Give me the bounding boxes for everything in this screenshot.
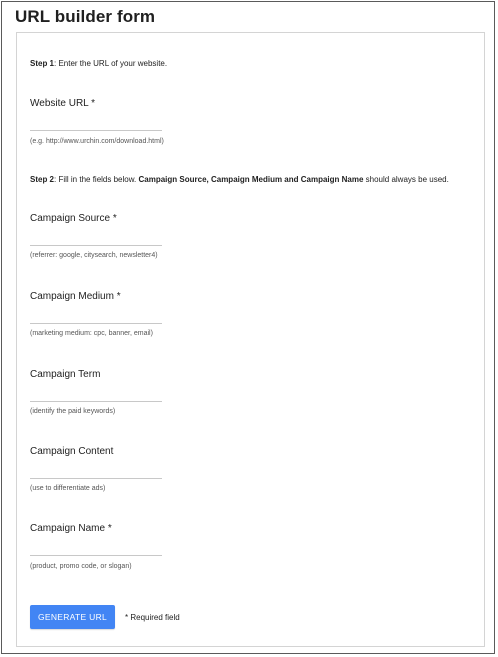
website-url-hint: (e.g. http://www.urchin.com/download.html) bbox=[30, 138, 164, 145]
campaign-content-label: Campaign Content bbox=[30, 446, 114, 457]
campaign-term-label: Campaign Term bbox=[30, 369, 101, 380]
website-url-input[interactable] bbox=[30, 118, 162, 131]
step1-label: Step 1 bbox=[30, 59, 55, 68]
campaign-medium-hint: (marketing medium: cpc, banner, email) bbox=[30, 330, 153, 337]
campaign-name-hint: (product, promo code, or slogan) bbox=[30, 563, 132, 570]
campaign-source-label: Campaign Source * bbox=[30, 213, 117, 224]
step2-instruction bbox=[30, 175, 449, 184]
step1-text: : Enter the URL of your website. bbox=[54, 59, 168, 68]
campaign-source-input[interactable] bbox=[30, 233, 162, 246]
generate-url-button[interactable]: GENERATE URL bbox=[30, 605, 115, 629]
form-panel bbox=[16, 32, 485, 647]
campaign-name-label: Campaign Name * bbox=[30, 523, 112, 534]
campaign-medium-label: Campaign Medium * bbox=[30, 291, 121, 302]
campaign-source-hint: (referrer: google, citysearch, newsletter4) bbox=[30, 252, 158, 259]
campaign-name-input[interactable] bbox=[30, 543, 162, 556]
required-field-note: * Required field bbox=[125, 613, 180, 622]
campaign-term-hint: (identify the paid keywords) bbox=[30, 408, 116, 415]
step2-text-end: should always be used. bbox=[363, 175, 449, 184]
step2-required-fields: Campaign Source, Campaign Medium and Campaign Name bbox=[138, 175, 364, 184]
form-frame bbox=[1, 1, 495, 654]
website-url-label: Website URL * bbox=[30, 98, 96, 109]
page-title: URL builder form bbox=[15, 7, 156, 26]
step1-instruction bbox=[30, 59, 167, 68]
campaign-medium-input[interactable] bbox=[30, 311, 162, 324]
campaign-content-input[interactable] bbox=[30, 466, 162, 479]
campaign-term-input[interactable] bbox=[30, 389, 162, 402]
step2-label: Step 2 bbox=[30, 175, 55, 184]
campaign-content-hint: (use to differentiate ads) bbox=[30, 485, 106, 492]
step2-text: : Fill in the fields below. bbox=[54, 175, 139, 184]
